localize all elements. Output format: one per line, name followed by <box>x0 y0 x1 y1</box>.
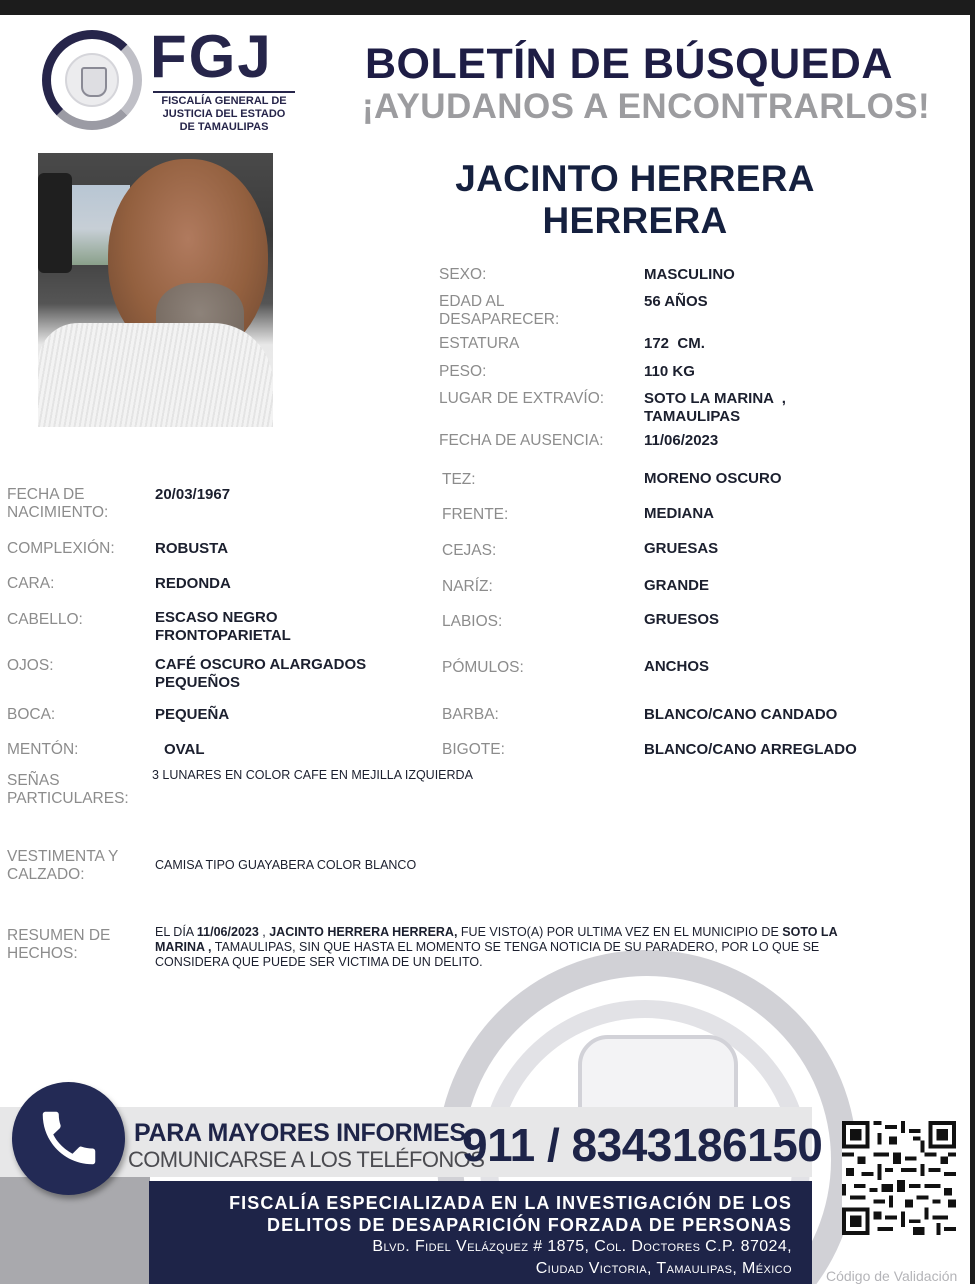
logo-subtitle: FISCALÍA GENERAL DE JUSTICIA DEL ESTADO DE TAMAULIPAS <box>161 95 287 133</box>
field-label-barba: BARBA: <box>442 706 499 723</box>
field-label-sexo: SEXO: <box>439 266 487 283</box>
field-value-fecha-ausencia: 11/06/2023 <box>644 432 719 449</box>
field-value-cejas: GRUESAS <box>644 540 719 557</box>
field-label-pomulos: PÓMULOS: <box>442 659 524 676</box>
field-label-lugar: LUGAR DE EXTRAVÍO: <box>439 390 605 407</box>
field-value-boca: PEQUEÑA <box>155 706 230 723</box>
field-label-peso: PESO: <box>439 363 487 380</box>
field-value-sexo: MASCULINO <box>644 266 735 283</box>
field-label-edad: EDAD AL DESAPARECER: <box>439 293 560 328</box>
field-label-tez: TEZ: <box>442 471 476 488</box>
field-value-cara: REDONDA <box>155 575 231 592</box>
field-value-ojos: CAFÉ OSCURO ALARGADOS PEQUEÑOS <box>155 656 367 691</box>
field-label-vestimenta: VESTIMENTA Y CALZADO: <box>7 848 119 883</box>
qr-code-icon[interactable] <box>842 1121 956 1235</box>
field-label-menton: MENTÓN: <box>7 741 79 758</box>
field-value-cabello: ESCASO NEGRO FRONTOPARIETAL <box>155 609 291 644</box>
field-label-estatura: ESTATURA <box>439 335 520 352</box>
logo-divider <box>153 91 295 93</box>
contact-subheading: COMUNICARSE A LOS TELÉFONOS <box>128 1147 485 1172</box>
field-label-cejas: CEJAS: <box>442 542 497 559</box>
field-value-nariz: GRANDE <box>644 577 710 594</box>
logo-acronym: FGJ <box>150 23 273 90</box>
field-label-fecha-ausencia: FECHA DE AUSENCIA: <box>439 432 604 449</box>
field-value-senas: 3 LUNARES EN COLOR CAFE EN MEJILLA IZQUIERDA <box>152 768 473 782</box>
qr-caption: Código de Validación <box>826 1268 958 1284</box>
field-value-vestimenta: CAMISA TIPO GUAYABERA COLOR BLANCO <box>155 858 417 872</box>
field-value-edad: 56 AÑOS <box>644 293 708 310</box>
field-label-nariz: NARÍZ: <box>442 578 493 595</box>
agency-name-line2: DELITOS DE DESAPARICIÓN FORZADA DE PERSONAS <box>266 1215 792 1235</box>
field-value-tez: MORENO OSCURO <box>644 470 782 487</box>
agency-address-line1: Blvd. Fidel Velázquez # 1875, Col. Doctores C.P. 87024, <box>372 1238 792 1255</box>
missing-person-photo <box>38 153 273 427</box>
field-value-estatura: 172 CM. <box>644 335 705 352</box>
field-value-resumen: EL DÍA 11/06/2023 , JACINTO HERRERA HERRERA, FUE VISTO(A) POR ULTIMA VEZ EN EL MUNICIPIO DE SOTO LA MARINA , TAMAULIPAS, SIN QUE HASTA EL MOMENTO SE TENGA NOTICIA DE SU PARADERO, POR LO QUE SE CONSIDERA QUE PUEDE SER VICTIMA DE UN DELITO. <box>155 925 838 969</box>
contact-heading: PARA MAYORES INFORMES, <box>134 1119 473 1147</box>
field-value-menton: OVAL <box>164 741 205 758</box>
bulletin-title: BOLETÍN DE BÚSQUEDA <box>365 40 893 88</box>
agency-address-line2: Ciudad Victoria, Tamaulipas, México <box>535 1260 792 1277</box>
field-label-nacimiento: FECHA DE NACIMIENTO: <box>7 486 109 521</box>
field-value-barba: BLANCO/CANO CANDADO <box>644 706 838 723</box>
agency-name-line1: FISCALÍA ESPECIALIZADA EN LA INVESTIGACIÓN DE LOS <box>229 1193 792 1213</box>
field-label-frente: FRENTE: <box>442 506 509 523</box>
field-value-bigote: BLANCO/CANO ARREGLADO <box>644 741 857 758</box>
fgj-shield-logo-icon <box>42 30 142 130</box>
field-value-frente: MEDIANA <box>644 505 714 522</box>
field-label-cara: CARA: <box>7 575 55 592</box>
contact-phone-numbers[interactable]: 911 / 8343186150 <box>462 1119 823 1171</box>
field-label-bigote: BIGOTE: <box>442 741 505 758</box>
field-value-lugar: SOTO LA MARINA , TAMAULIPAS <box>644 390 791 425</box>
bulletin-subtitle: ¡AYUDANOS A ENCONTRARLOS! <box>362 87 931 126</box>
field-value-pomulos: ANCHOS <box>644 658 710 675</box>
phone-handset-icon <box>12 1082 125 1195</box>
field-label-senas: SEÑAS PARTICULARES: <box>7 772 129 807</box>
field-label-complexion: COMPLEXIÓN: <box>7 540 115 557</box>
search-bulletin <box>0 15 970 1284</box>
field-value-peso: 110 KG <box>644 363 695 380</box>
field-label-resumen: RESUMEN DE HECHOS: <box>7 927 111 962</box>
person-name: JACINTO HERRERA HERRERA <box>455 158 815 241</box>
field-label-labios: LABIOS: <box>442 613 503 630</box>
field-value-complexion: ROBUSTA <box>155 540 229 557</box>
field-label-cabello: CABELLO: <box>7 611 83 628</box>
field-value-nacimiento: 20/03/1967 <box>155 486 231 503</box>
field-value-labios: GRUESOS <box>644 611 720 628</box>
field-label-ojos: OJOS: <box>7 657 54 674</box>
field-label-boca: BOCA: <box>7 706 56 723</box>
